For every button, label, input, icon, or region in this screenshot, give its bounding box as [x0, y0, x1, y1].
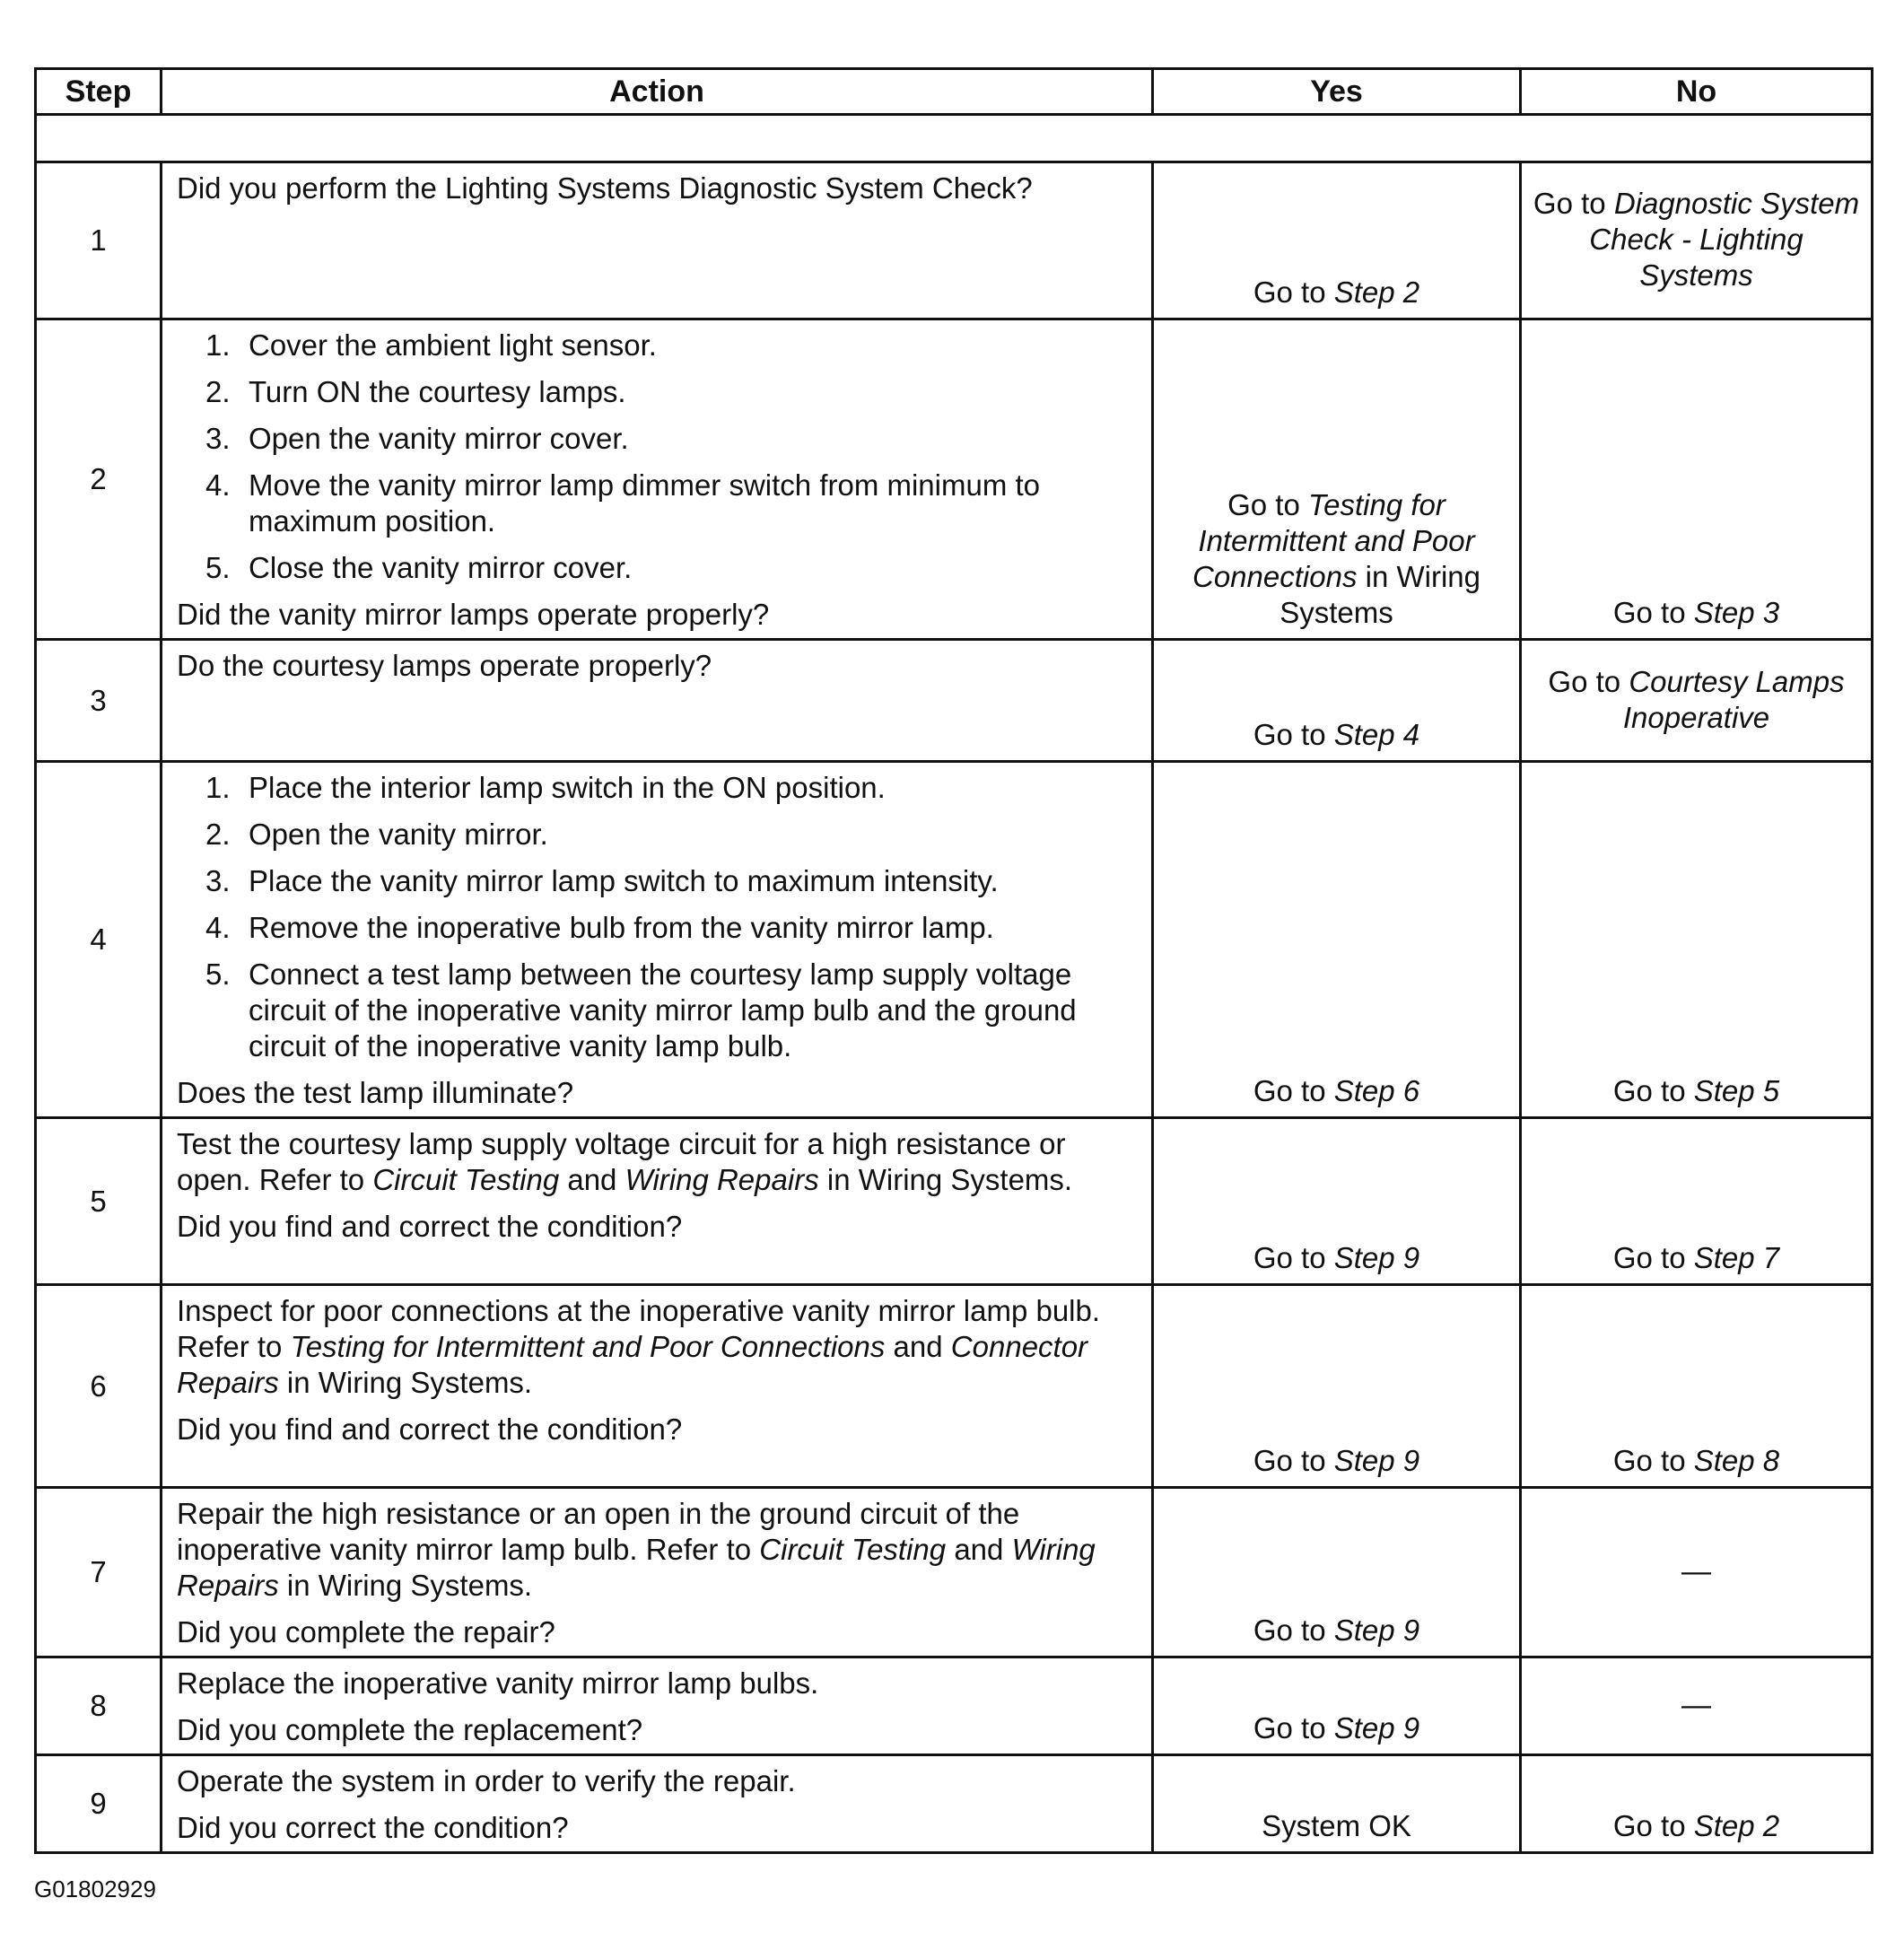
- no-link[interactable]: Step 2: [1693, 1809, 1780, 1842]
- no-prefix: Go to: [1612, 1444, 1694, 1477]
- yes-cell: [1153, 762, 1521, 1118]
- no-cell: [1521, 319, 1873, 640]
- substep-item: 3. Place the vanity mirror lamp switch to maximum intensity.: [205, 864, 999, 897]
- reference-link[interactable]: Circuit Testing: [372, 1163, 560, 1196]
- no-link[interactable]: Step 3: [1693, 596, 1780, 629]
- yes-prefix: Go to: [1227, 488, 1308, 521]
- yes-cell: [1153, 319, 1521, 640]
- action-cell: [162, 1755, 1153, 1853]
- yes-cell: [1153, 1755, 1521, 1853]
- action-cell: [162, 640, 1153, 762]
- figure-code: G01802929: [34, 1876, 156, 1902]
- no-dash: —: [1681, 1554, 1711, 1587]
- no-prefix: Go to: [1612, 1241, 1694, 1274]
- yes-link[interactable]: Step 9: [1333, 1614, 1420, 1647]
- step-number: 4: [36, 762, 162, 1118]
- table-row: [36, 162, 1873, 319]
- table-row: [36, 762, 1873, 1118]
- action-cell: [162, 762, 1153, 1118]
- substep-item: 4. Move the vanity mirror lamp dimmer switch from minimum to maximum position.: [205, 468, 1041, 538]
- yes-cell: [1153, 1657, 1521, 1755]
- step-number: 1: [36, 162, 162, 319]
- reference-link[interactable]: Wiring Repairs: [177, 1533, 1096, 1602]
- no-prefix: Go to: [1548, 664, 1629, 698]
- yes-link[interactable]: Step 2: [1333, 275, 1420, 309]
- substep-list: [177, 770, 1135, 1064]
- yes-suffix: in Wiring Systems: [1280, 560, 1480, 629]
- reference-link[interactable]: Connector Repairs: [177, 1330, 1088, 1399]
- table-row: [36, 1657, 1873, 1755]
- action-text: Did you perform the Lighting Systems Diagnostic System Check?: [177, 171, 1033, 205]
- header-step: Step: [36, 69, 162, 115]
- table-row: [36, 1285, 1873, 1488]
- no-prefix: Go to: [1612, 1074, 1694, 1107]
- action-cell: [162, 319, 1153, 640]
- no-cell: [1521, 1488, 1873, 1657]
- no-cell: [1521, 640, 1873, 762]
- substep-item: 2. Turn ON the courtesy lamps.: [205, 375, 626, 408]
- substep-item: 1. Cover the ambient light sensor.: [205, 328, 657, 362]
- question-text: Did you find and correct the condition?: [177, 1412, 683, 1446]
- yes-link[interactable]: Step 6: [1333, 1074, 1420, 1107]
- action-text: Test the courtesy lamp supply voltage circuit for a high resistance or open. Refer to Circuit Testing and Wiring Repairs in Wiring Systems.: [177, 1127, 1073, 1196]
- question-text: Did you correct the condition?: [177, 1811, 569, 1844]
- yes-link[interactable]: Step 9: [1333, 1711, 1420, 1745]
- no-cell: [1521, 1755, 1873, 1853]
- header-row: [36, 69, 1873, 115]
- reference-link[interactable]: Testing for Intermittent and Poor Connections: [290, 1330, 886, 1363]
- yes-cell: [1153, 1488, 1521, 1657]
- action-cell: [162, 1118, 1153, 1285]
- header-no: No: [1521, 69, 1873, 115]
- substep-item: 4. Remove the inoperative bulb from the vanity mirror lamp.: [205, 911, 994, 944]
- step-number: 5: [36, 1118, 162, 1285]
- no-link[interactable]: Step 7: [1693, 1241, 1780, 1274]
- substep-item: 2. Open the vanity mirror.: [205, 818, 548, 851]
- substep-list: [177, 328, 1135, 586]
- no-cell: [1521, 1285, 1873, 1488]
- yes-prefix: Go to: [1253, 718, 1334, 751]
- action-cell: [162, 162, 1153, 319]
- action-cell: [162, 1488, 1153, 1657]
- substep-item: 5. Connect a test lamp between the courtesy lamp supply voltage circuit of the inoperative vanity mirror lamp bulb and the ground circuit of the inoperative vanity lamp bulb.: [205, 958, 1077, 1063]
- no-link[interactable]: Diagnostic System Check - Lighting Systems: [1589, 187, 1860, 292]
- diagnostic-table: [34, 67, 1873, 1854]
- yes-prefix: Go to: [1253, 275, 1334, 309]
- step-number: 6: [36, 1285, 162, 1488]
- yes-link[interactable]: Step 9: [1333, 1241, 1420, 1274]
- yes-prefix: Go to: [1253, 1444, 1334, 1477]
- reference-link[interactable]: Circuit Testing: [759, 1533, 947, 1566]
- header-action: Action: [162, 69, 1153, 115]
- no-prefix: Go to: [1612, 1809, 1694, 1842]
- yes-cell: [1153, 162, 1521, 319]
- step-number: 2: [36, 319, 162, 640]
- yes-link[interactable]: Step 9: [1333, 1444, 1420, 1477]
- action-text: Operate the system in order to verify the repair.: [177, 1764, 796, 1797]
- question-text: Did you complete the repair?: [177, 1615, 555, 1649]
- question-text: Did you find and correct the condition?: [177, 1210, 683, 1243]
- no-cell: [1521, 162, 1873, 319]
- step-number: 7: [36, 1488, 162, 1657]
- action-text: Do the courtesy lamps operate properly?: [177, 649, 712, 682]
- yes-prefix: Go to: [1253, 1711, 1334, 1745]
- yes-prefix: Go to: [1253, 1074, 1334, 1107]
- question-text: Did the vanity mirror lamps operate properly?: [177, 598, 770, 631]
- no-prefix: Go to: [1533, 187, 1614, 220]
- action-cell: [162, 1285, 1153, 1488]
- yes-cell: [1153, 640, 1521, 762]
- step-number: 9: [36, 1755, 162, 1853]
- yes-prefix: Go to: [1253, 1241, 1334, 1274]
- table-row: [36, 1118, 1873, 1285]
- yes-prefix: Go to: [1253, 1614, 1334, 1647]
- no-prefix: Go to: [1612, 596, 1694, 629]
- no-cell: [1521, 1118, 1873, 1285]
- action-cell: [162, 1657, 1153, 1755]
- yes-cell: [1153, 1118, 1521, 1285]
- table-row: [36, 640, 1873, 762]
- no-link[interactable]: Step 5: [1693, 1074, 1780, 1107]
- action-text: Repair the high resistance or an open in the ground circuit of the inoperative vanity mirror lamp bulb. Refer to Circuit Testing and Wiring Repairs in Wiring Systems.: [177, 1497, 1096, 1602]
- blank-row: [36, 115, 1873, 162]
- step-number: 8: [36, 1657, 162, 1755]
- table-row: [36, 319, 1873, 640]
- substep-item: 5. Close the vanity mirror cover.: [205, 551, 633, 584]
- substep-item: 1. Place the interior lamp switch in the ON position.: [205, 771, 886, 804]
- yes-link[interactable]: Testing for Intermittent and Poor Connections: [1192, 488, 1475, 593]
- step-number: 3: [36, 640, 162, 762]
- yes-cell: [1153, 1285, 1521, 1488]
- question-text: Does the test lamp illuminate?: [177, 1076, 574, 1109]
- yes-link[interactable]: Step 4: [1333, 718, 1420, 751]
- no-link[interactable]: Step 8: [1693, 1444, 1780, 1477]
- substep-item: 3. Open the vanity mirror cover.: [205, 422, 629, 455]
- yes-text: System OK: [1262, 1809, 1411, 1842]
- reference-link[interactable]: Wiring Repairs: [624, 1163, 819, 1196]
- action-text: Inspect for poor connections at the inoperative vanity mirror lamp bulb. Refer to Testing for Intermittent and Poor Connections and Connector Repairs in Wiring Systems.: [177, 1294, 1101, 1399]
- blank-cell: [36, 115, 1873, 162]
- question-text: Did you complete the replacement?: [177, 1713, 643, 1746]
- table-row: [36, 1755, 1873, 1853]
- action-text: Replace the inoperative vanity mirror lamp bulbs.: [177, 1666, 819, 1700]
- header-yes: Yes: [1153, 69, 1521, 115]
- no-cell: [1521, 762, 1873, 1118]
- no-dash: —: [1681, 1688, 1711, 1721]
- no-cell: [1521, 1657, 1873, 1755]
- table-row: [36, 1488, 1873, 1657]
- no-link[interactable]: Courtesy Lamps Inoperative: [1622, 664, 1845, 734]
